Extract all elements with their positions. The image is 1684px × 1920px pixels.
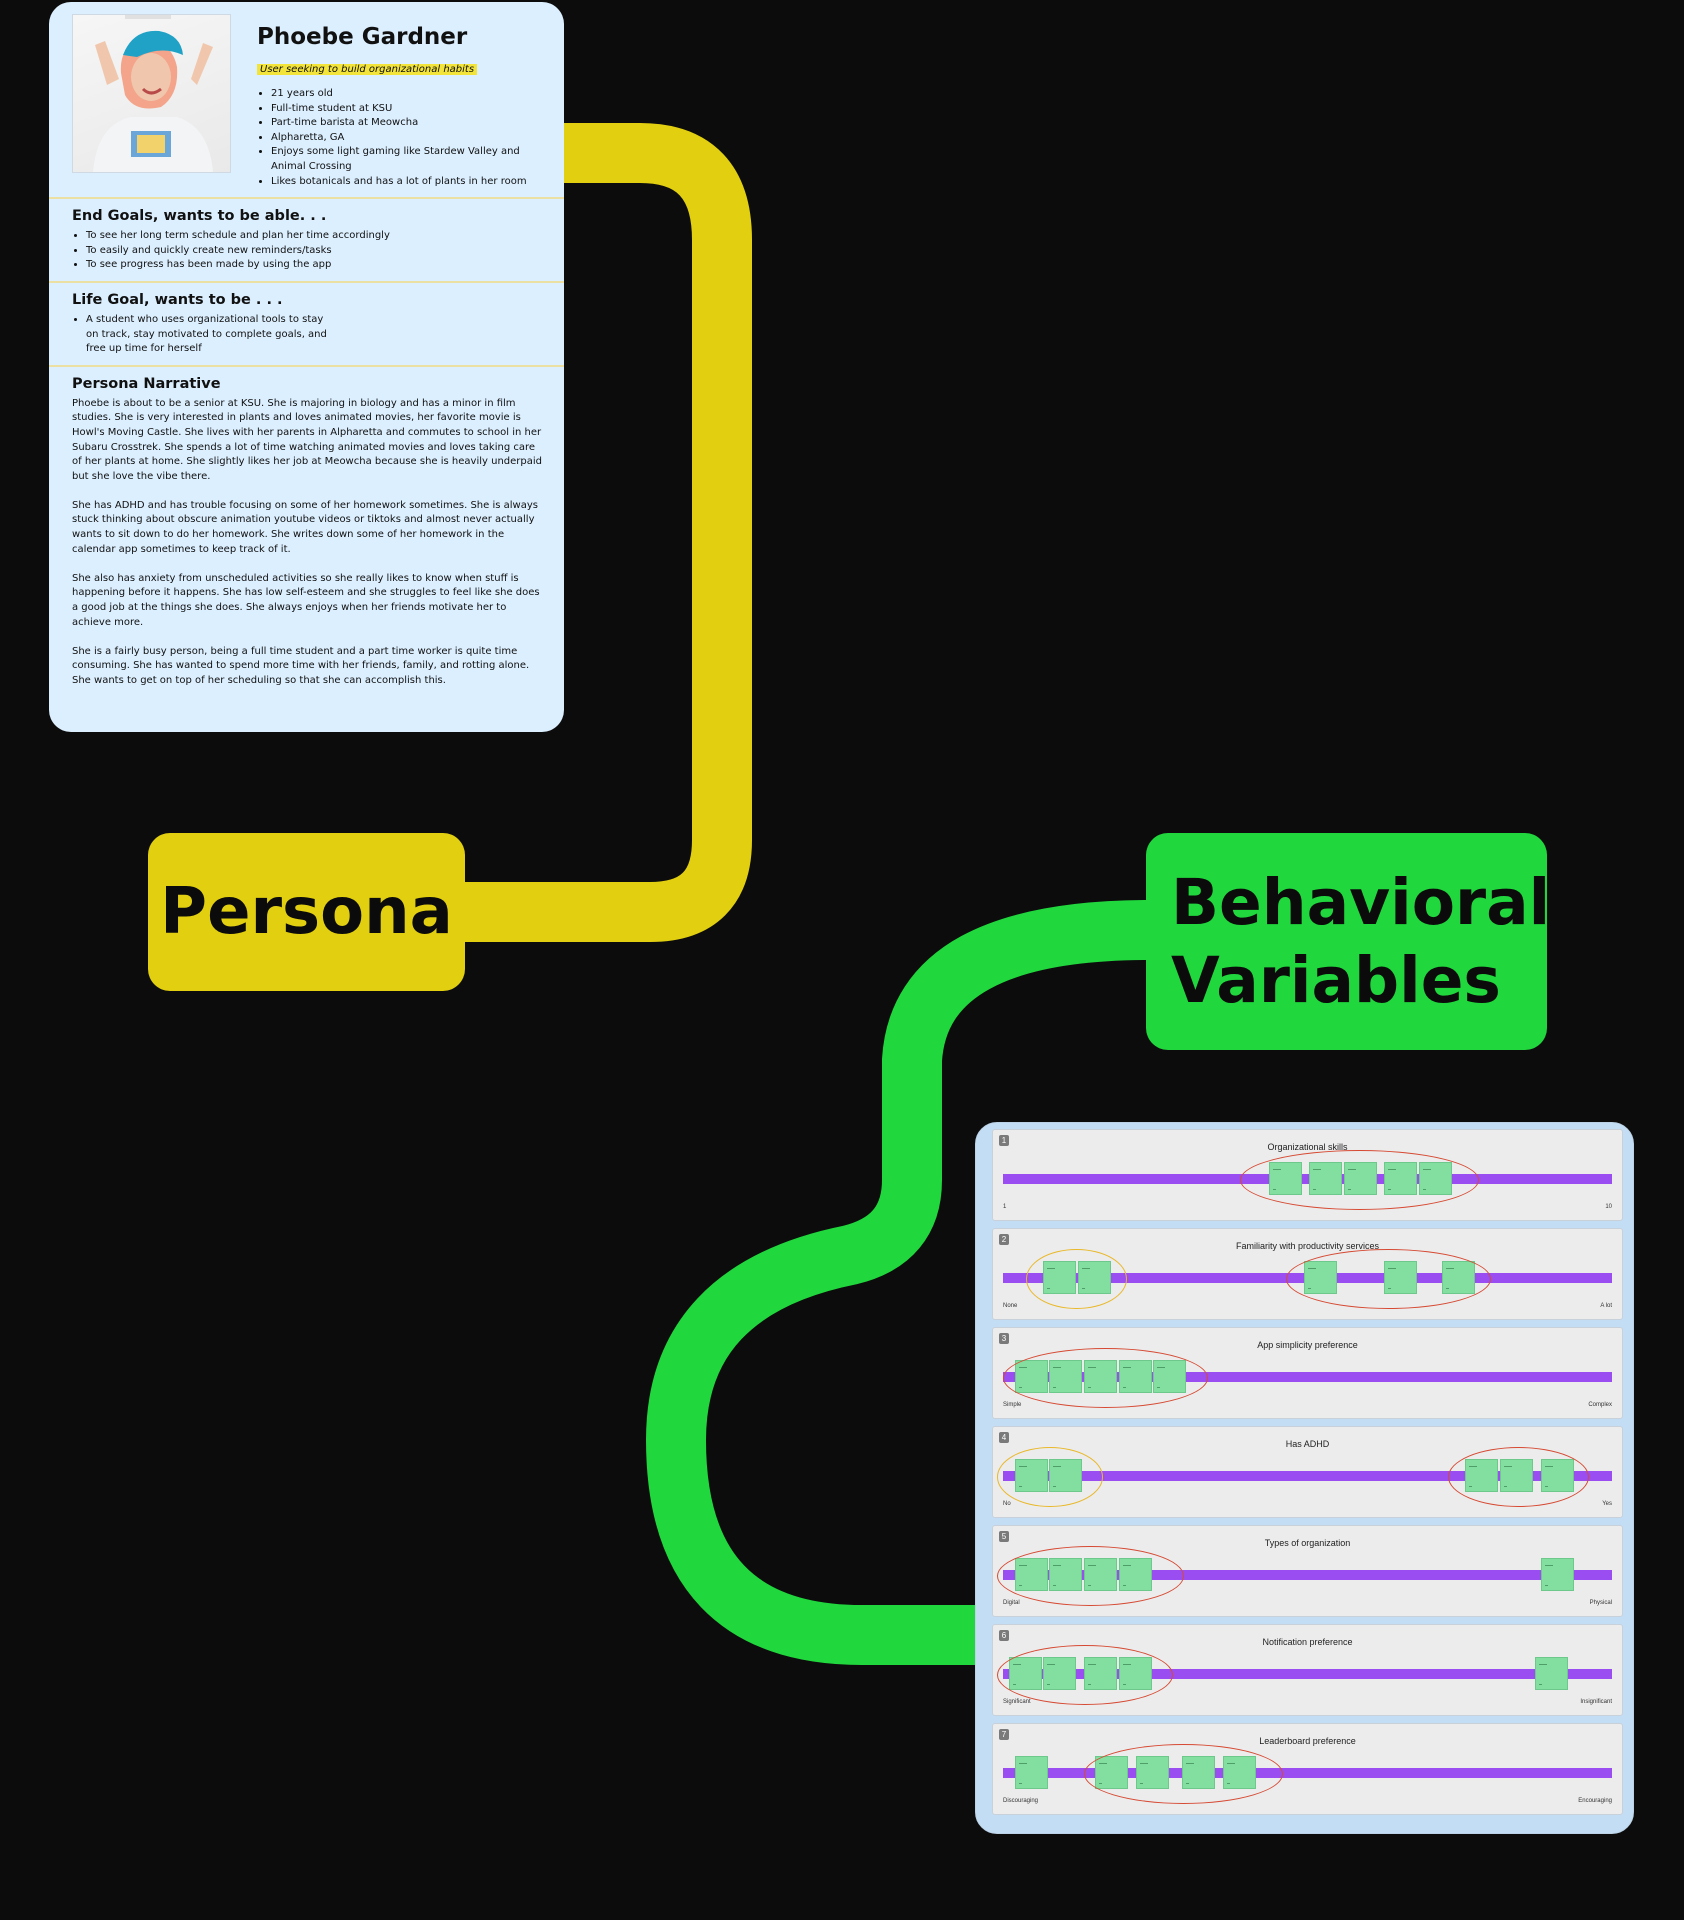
behavioral-variables-panel	[975, 1122, 1634, 1834]
variable-number: 1	[999, 1135, 1009, 1146]
variable-number: 6	[999, 1630, 1009, 1641]
fact-item: • Alpharetta, GA	[271, 131, 533, 146]
sticky-note[interactable]	[1043, 1261, 1076, 1294]
sticky-note[interactable]	[1223, 1756, 1256, 1789]
persona-facts	[257, 87, 533, 189]
scale-left-label: 1	[1003, 1204, 1007, 1210]
variable-title: Types of organization	[1264, 1538, 1351, 1548]
scale-right-label: A lot	[1600, 1303, 1612, 1309]
life-goal-title: Life Goal, wants to be . . .	[72, 291, 283, 308]
sticky-note[interactable]	[1084, 1360, 1117, 1393]
behavioral-variables-label	[1146, 833, 1551, 1050]
scale-bar	[1003, 1768, 1612, 1778]
narrative-paragraph: She is a fairly busy person, being a full time student and a part time worker is quite time consuming. She has wanted to spend more time with her friends, family, and rotting alone. She wants to get on top of her scheduling so that she can accomplish this.	[72, 645, 530, 686]
fact-item: • Full-time student at KSU	[271, 102, 533, 117]
end-goal-item: • To easily and quickly create new reminders/tasks	[86, 244, 542, 259]
persona-tagline: User seeking to build organizational habits	[257, 64, 477, 75]
sticky-note[interactable]	[1419, 1162, 1452, 1195]
variable-title: Familiarity with productivity services	[1235, 1241, 1380, 1251]
behavioral-label-line1: Behavioral	[1171, 865, 1551, 939]
sticky-note[interactable]	[1095, 1756, 1128, 1789]
life-goal-list	[72, 313, 336, 357]
sticky-note[interactable]	[1344, 1162, 1377, 1195]
divider	[49, 281, 564, 283]
variable-title: Notification preference	[1262, 1637, 1353, 1647]
scale-right-label: Physical	[1589, 1600, 1612, 1606]
life-goal-item: • A student who uses organizational tools to stay on track, stay motivated to complete goals, and free up time for herself	[86, 313, 336, 357]
sticky-note[interactable]	[1309, 1162, 1342, 1195]
sticky-note[interactable]	[1442, 1261, 1475, 1294]
sticky-note[interactable]	[1049, 1360, 1082, 1393]
persona-label	[148, 833, 465, 991]
scale-left-label: Discouraging	[1003, 1798, 1039, 1804]
scale-bar	[1003, 1174, 1612, 1184]
behavioral-variable-row	[992, 1327, 1623, 1419]
narrative-title: Persona Narrative	[72, 375, 221, 392]
sticky-note[interactable]	[1015, 1756, 1048, 1789]
scale-right-label: Yes	[1602, 1501, 1612, 1507]
sticky-note[interactable]	[1304, 1261, 1337, 1294]
behavioral-variable-row	[992, 1723, 1623, 1815]
sticky-note[interactable]	[1084, 1657, 1117, 1690]
person-photo-icon	[73, 15, 230, 172]
sticky-note[interactable]	[1119, 1558, 1152, 1591]
narrative-paragraph: Phoebe is about to be a senior at KSU. She is majoring in biology and has a minor in film studies. She is very interested in plants and loves animated movies, her favorite movie is Howl's Moving Castle. She lives with her parents in Alpharetta and commutes to school in her Subaru Crosstrek. She spends a lot of time watching animated movies and loves taking care of her plants at home. She slightly likes her job at Meowcha because she is heavily underpaid but she love the vibe there.	[72, 397, 543, 482]
end-goal-item: • To see progress has been made by using the app	[86, 258, 542, 273]
divider	[49, 197, 564, 199]
variable-number: 7	[999, 1729, 1009, 1740]
end-goals-title: End Goals, wants to be able. . .	[72, 208, 327, 225]
sticky-note[interactable]	[1084, 1558, 1117, 1591]
persona-narrative	[72, 397, 542, 689]
scale-left-label: None	[1003, 1303, 1018, 1309]
sticky-note[interactable]	[1153, 1360, 1186, 1393]
variable-number: 4	[999, 1432, 1009, 1443]
behavioral-variable-row	[992, 1228, 1623, 1320]
sticky-note[interactable]	[1269, 1162, 1302, 1195]
variable-number: 3	[999, 1333, 1009, 1344]
sticky-note[interactable]	[1015, 1360, 1048, 1393]
behavioral-variable-row	[992, 1624, 1623, 1716]
sticky-note[interactable]	[1182, 1756, 1215, 1789]
sticky-note[interactable]	[1541, 1459, 1574, 1492]
fact-item: • Likes botanicals and has a lot of plants in her room	[271, 175, 533, 190]
scale-left-label: Digital	[1003, 1600, 1020, 1606]
sticky-note[interactable]	[1465, 1459, 1498, 1492]
narrative-paragraph: She also has anxiety from unscheduled activities so she really likes to know when stuff is happening before it happens. She has low self-esteem and she struggles to feel like she does a good job at the things she does. She always enjoys when her friends motivate her to achieve more.	[72, 572, 540, 628]
sticky-note[interactable]	[1049, 1459, 1082, 1492]
sticky-note[interactable]	[1136, 1756, 1169, 1789]
sticky-note[interactable]	[1009, 1657, 1042, 1690]
variable-title: Has ADHD	[1285, 1439, 1330, 1449]
behavioral-variable-row	[992, 1525, 1623, 1617]
sticky-note[interactable]	[1078, 1261, 1111, 1294]
scale-left-label: Significant	[1003, 1699, 1031, 1705]
sticky-note[interactable]	[1541, 1558, 1574, 1591]
behavioral-variable-row	[992, 1129, 1623, 1221]
scale-right-label: 10	[1605, 1204, 1612, 1210]
fact-item: • Part-time barista at Meowcha	[271, 116, 533, 131]
fact-item: • 21 years old	[271, 87, 533, 102]
persona-photo	[72, 14, 231, 173]
sticky-note[interactable]	[1043, 1657, 1076, 1690]
fact-item: • Enjoys some light gaming like Stardew Valley and Animal Crossing	[271, 145, 533, 174]
sticky-note[interactable]	[1119, 1360, 1152, 1393]
end-goal-item: • To see her long term schedule and plan her time accordingly	[86, 229, 542, 244]
scale-left-label: No	[1003, 1501, 1011, 1507]
sticky-note[interactable]	[1119, 1657, 1152, 1690]
sticky-note[interactable]	[1384, 1261, 1417, 1294]
sticky-note[interactable]	[1500, 1459, 1533, 1492]
persona-label-text: Persona	[160, 875, 453, 949]
persona-card	[49, 2, 564, 732]
behavioral-label-line2: Variables	[1171, 943, 1501, 1017]
variable-title: Leaderboard preference	[1259, 1736, 1356, 1746]
scale-left-label: Simple	[1003, 1402, 1022, 1408]
sticky-note[interactable]	[1049, 1558, 1082, 1591]
end-goals-list	[72, 229, 542, 273]
scale-right-label: Encouraging	[1578, 1798, 1612, 1804]
sticky-note[interactable]	[1015, 1459, 1048, 1492]
sticky-note[interactable]	[1015, 1558, 1048, 1591]
behavioral-variable-row	[992, 1426, 1623, 1518]
persona-name: Phoebe Gardner	[257, 24, 468, 50]
scale-right-label: Insignificant	[1580, 1699, 1612, 1705]
variable-number: 2	[999, 1234, 1009, 1245]
narrative-paragraph: She has ADHD and has trouble focusing on some of her homework sometimes. She is always stuck thinking about obscure animation youtube videos or tiktoks and almost never actually wants to sit down to do her homework. She writes down some of her homework in the calendar app sometimes to keep track of it.	[72, 499, 538, 555]
variable-number: 5	[999, 1531, 1009, 1542]
divider	[49, 365, 564, 367]
scale-right-label: Complex	[1588, 1402, 1612, 1408]
sticky-note[interactable]	[1384, 1162, 1417, 1195]
variable-title: Organizational skills	[1267, 1142, 1348, 1152]
sticky-note[interactable]	[1535, 1657, 1568, 1690]
variable-title: App simplicity preference	[1257, 1340, 1358, 1350]
